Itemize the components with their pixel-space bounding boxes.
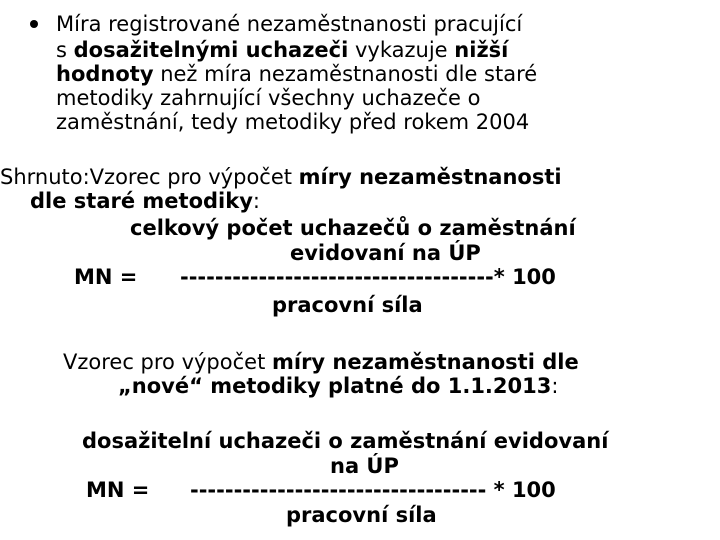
summary-heading-line-2 [30, 191, 260, 212]
bullet-bold-text: dosažitelnými uchazeči [73, 38, 349, 62]
bullet-bold-text: hodnoty [56, 62, 154, 86]
old-formula-label: MN = [74, 265, 138, 289]
bullet-text: Míra registrované nezaměstnanosti pracující [56, 12, 523, 36]
new-method-heading-line-2 [118, 376, 558, 397]
new-formula-fraction-line: ---------------------------------- * 100 [190, 478, 556, 502]
bullet-icon [30, 20, 38, 28]
summary-text: Shrnuto:Vzorec pro výpočet [0, 165, 299, 189]
new-formula-label: MN = [86, 478, 150, 502]
new-formula-denominator: pracovní síla [286, 503, 437, 527]
old-formula-numerator-2: evidovaní na ÚP [290, 241, 481, 265]
summary-text: : [252, 189, 260, 213]
summary-bold-text: dle staré metodiky [30, 189, 253, 213]
old-formula-fraction-line: ------------------------------------* 100 [180, 265, 556, 289]
bullet-line-1 [56, 14, 522, 35]
bullet-text: vykazuje [348, 38, 455, 62]
bullet-line-3 [56, 64, 537, 85]
new-method-bold-text: míry nezaměstnanosti dle [272, 350, 579, 374]
old-formula-numerator-1: celkový počet uchazečů o zaměstnání [130, 216, 576, 240]
bullet-text: než míra nezaměstnanosti dle staré [153, 62, 538, 86]
new-formula-numerator-2: na ÚP [330, 454, 399, 478]
summary-bold-text: míry nezaměstnanosti [298, 165, 562, 189]
summary-heading-line-1 [0, 167, 562, 188]
bullet-line-2 [56, 40, 508, 61]
bullet-bold-text: nižší [454, 38, 509, 62]
new-method-text: : [551, 374, 559, 398]
bullet-line-4 [56, 88, 480, 109]
new-method-text: Vzorec pro výpočet [63, 350, 272, 374]
bullet-line-5 [56, 112, 529, 133]
bullet-text: s [56, 38, 74, 62]
bullet-text: metodiky zahrnující všechny uchazeče o [56, 86, 481, 110]
new-method-bold-text: „nové“ metodiky platné do 1.1.2013 [118, 374, 552, 398]
old-formula-denominator: pracovní síla [272, 293, 423, 317]
new-method-heading-line-1 [63, 352, 579, 373]
bullet-text: zaměstnání, tedy metodiky před rokem 2004 [56, 110, 530, 134]
new-formula-numerator-1: dosažitelní uchazeči o zaměstnání evidovaní [82, 429, 609, 453]
